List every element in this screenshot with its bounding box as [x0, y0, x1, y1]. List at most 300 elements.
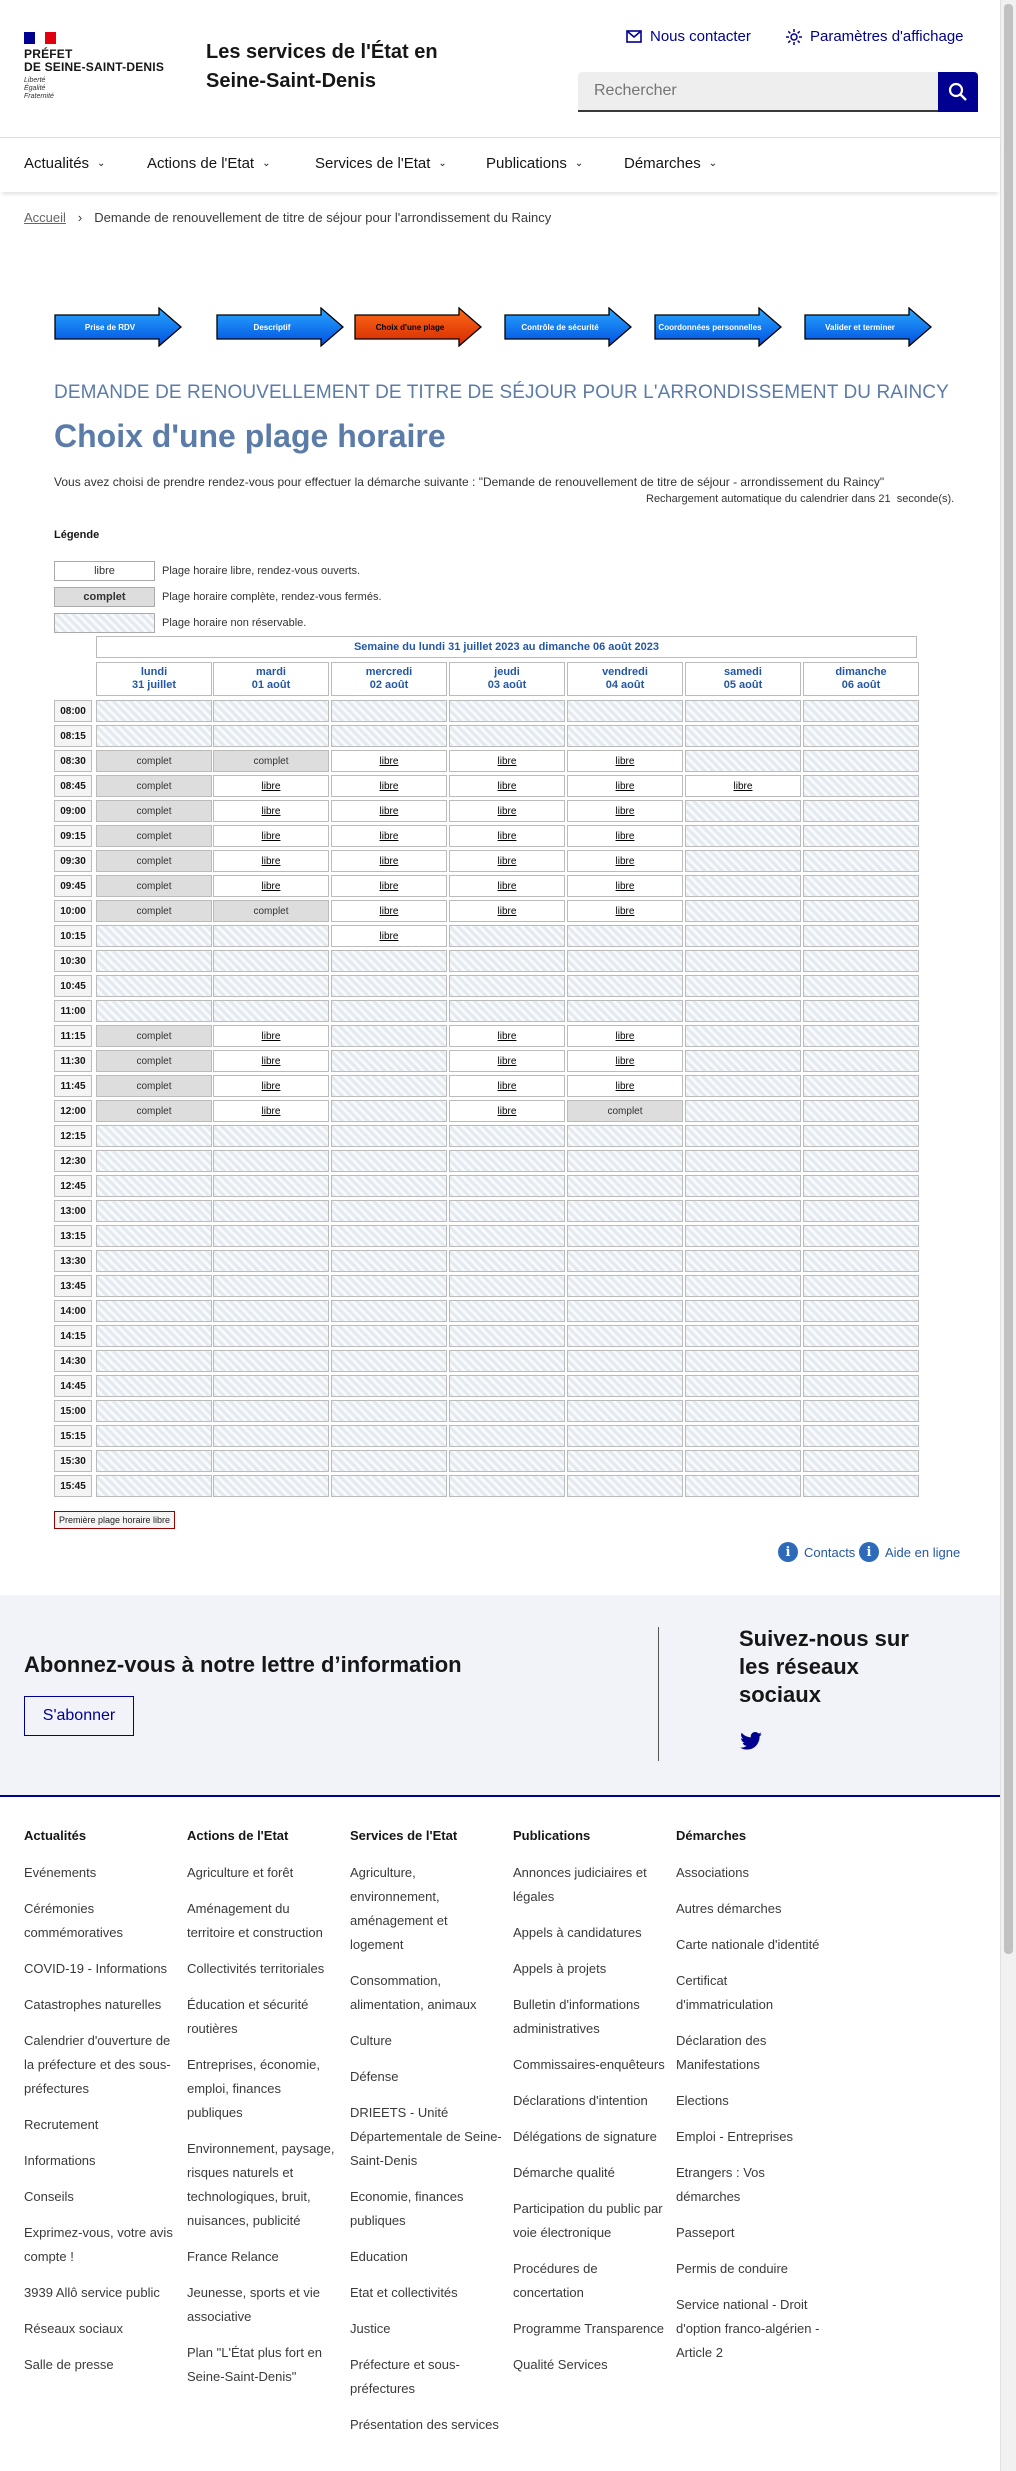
chevron-down-icon: ⌄ — [574, 158, 584, 169]
slot-complet: complet — [96, 1100, 212, 1122]
slot-unavailable — [96, 725, 212, 747]
slot-unavailable — [449, 1125, 565, 1147]
footer-column-title: Actualités — [24, 1828, 87, 1843]
slot-unavailable — [685, 1275, 801, 1297]
slot-unavailable — [449, 1450, 565, 1472]
display-settings-label: Paramètres d'affichage — [810, 28, 964, 45]
slot-unavailable — [685, 875, 801, 897]
nav-item-services[interactable]: Services de l'Etat ⌄ — [315, 155, 447, 172]
slot-libre[interactable]: libre — [213, 875, 329, 897]
footer-link[interactable]: Conseils — [24, 2189, 74, 2204]
footer-link[interactable]: Jeunesse, sports et vie associative — [187, 2285, 320, 2324]
footer-link[interactable]: Evénements — [24, 1865, 97, 1880]
slot-libre[interactable]: libre — [567, 900, 683, 922]
time-label: 13:30 — [54, 1250, 92, 1272]
logo-line-2: DE SEINE-SAINT-DENIS — [24, 60, 165, 74]
chevron-right-icon: › — [77, 210, 83, 225]
footer-link[interactable]: COVID-19 - Informations — [24, 1961, 168, 1976]
footer-link[interactable]: Annonces judiciaires et légales — [513, 1865, 647, 1904]
footer-link[interactable]: Justice — [350, 2321, 391, 2336]
breadcrumb — [24, 210, 551, 225]
chevron-down-icon: ⌄ — [97, 158, 106, 169]
footer-link[interactable]: France Relance — [187, 2249, 279, 2264]
slot-libre[interactable]: libre — [331, 850, 447, 872]
slot-libre[interactable]: libre — [331, 775, 447, 797]
slot-unavailable — [803, 1025, 919, 1047]
footer-link[interactable]: Economie, finances publiques — [350, 2189, 464, 2228]
footer-link[interactable]: Service national - Droit d'option franco-algérien - Article 2 — [676, 2297, 820, 2360]
footer-column-title: Services de l'Etat — [350, 1828, 458, 1843]
slot-libre[interactable]: libre — [213, 800, 329, 822]
slot-unavailable — [331, 1375, 447, 1397]
slot-unavailable — [331, 1250, 447, 1272]
footer-link[interactable]: Déclaration des Manifestations — [676, 2033, 767, 2072]
site-header — [0, 0, 1000, 137]
footer-link[interactable]: Appels à projets — [513, 1961, 607, 1976]
footer-link[interactable]: Elections — [676, 2093, 729, 2108]
slot-unavailable — [567, 1375, 683, 1397]
slot-unavailable — [96, 1475, 212, 1497]
slot-unavailable — [685, 1100, 801, 1122]
slot-unavailable — [331, 1100, 447, 1122]
slot-unavailable — [803, 1275, 919, 1297]
contacts-link[interactable]: i Contacts — [778, 1542, 855, 1562]
twitter-icon[interactable] — [740, 1732, 762, 1750]
slot-unavailable — [803, 1050, 919, 1072]
newsletter-section — [0, 1595, 1000, 1795]
footer-link[interactable]: Démarche qualité — [513, 2165, 615, 2180]
footer-link[interactable]: Éducation et sécurité routières — [187, 1997, 309, 2036]
slot-unavailable — [803, 1100, 919, 1122]
time-label: 09:45 — [54, 875, 92, 897]
footer-link[interactable]: Appels à candidatures — [513, 1925, 642, 1940]
slot-unavailable — [96, 1350, 212, 1372]
slot-unavailable — [803, 750, 919, 772]
time-label: 11:45 — [54, 1075, 92, 1097]
time-label: 08:00 — [54, 700, 92, 722]
slot-libre[interactable]: libre — [213, 1100, 329, 1122]
footer-column-title: Démarches — [676, 1828, 747, 1843]
site-title[interactable]: Les services de l'État en Seine-Saint-Denis — [206, 41, 438, 92]
slot-unavailable — [685, 1325, 801, 1347]
slot-unavailable — [803, 850, 919, 872]
slot-unavailable — [213, 1325, 329, 1347]
slot-unavailable — [803, 825, 919, 847]
chevron-down-icon: ⌄ — [438, 158, 447, 169]
info-icon: i — [778, 1542, 798, 1562]
slot-libre[interactable]: libre — [213, 775, 329, 797]
step-6 — [804, 307, 932, 347]
logo-line-1: PRÉFET — [24, 47, 73, 61]
time-label: 15:15 — [54, 1425, 92, 1447]
slot-unavailable — [803, 975, 919, 997]
nav-item-actualites[interactable]: Actualités ⌄ — [24, 155, 106, 172]
time-label: 13:45 — [54, 1275, 92, 1297]
footer-link[interactable]: Cérémonies commémoratives — [24, 1901, 123, 1940]
legend-unavailable: Plage horaire non réservable. — [54, 613, 306, 633]
slot-unavailable — [685, 1375, 801, 1397]
step-label: Descriptif — [253, 322, 291, 332]
footer-link[interactable]: DRIEETS - Unité Départementale de Seine-Saint-Denis — [350, 2105, 502, 2168]
footer-link[interactable]: Délégations de signature — [513, 2129, 657, 2144]
footer-link[interactable]: Consommation, alimentation, animaux — [350, 1973, 477, 2012]
slot-libre[interactable]: libre — [213, 1075, 329, 1097]
slot-complet: complet — [96, 1025, 212, 1047]
time-label: 13:00 — [54, 1200, 92, 1222]
time-label: 11:00 — [54, 1000, 92, 1022]
slot-libre[interactable]: libre — [685, 775, 801, 797]
time-label: 09:15 — [54, 825, 92, 847]
footer-link[interactable]: Informations — [24, 2153, 96, 2168]
footer-link[interactable]: Calendrier d'ouverture de la préfecture et des sous-préfectures — [24, 2033, 171, 2096]
day-header-dimanche: dimanche 06 août — [803, 662, 919, 696]
slot-libre[interactable]: libre — [449, 1025, 565, 1047]
footer-link[interactable]: 3939 Allô service public — [24, 2285, 160, 2300]
slot-complet: complet — [96, 1050, 212, 1072]
slot-unavailable — [96, 975, 212, 997]
chevron-down-icon: ⌄ — [262, 158, 271, 169]
slot-unavailable — [803, 775, 919, 797]
time-label: 09:00 — [54, 800, 92, 822]
day-header-vendredi: vendredi 04 août — [567, 662, 683, 696]
display-settings-link[interactable] — [786, 28, 964, 45]
slot-unavailable — [567, 1125, 683, 1147]
day-header-samedi: samedi 05 août — [685, 662, 801, 696]
time-label: 14:45 — [54, 1375, 92, 1397]
chevron-down-icon: ⌄ — [708, 158, 718, 169]
slot-unavailable — [449, 1475, 565, 1497]
slot-unavailable — [803, 925, 919, 947]
footer-link[interactable]: Procédures de concertation — [513, 2261, 598, 2300]
footer-column — [24, 1828, 176, 2389]
step-1 — [54, 307, 182, 347]
slot-unavailable — [685, 850, 801, 872]
slot-unavailable — [803, 1250, 919, 1272]
slot-libre[interactable]: libre — [449, 800, 565, 822]
footer-link[interactable]: Carte nationale d'identité — [676, 1937, 820, 1952]
footer-link[interactable]: Etat et collectivités — [350, 2285, 458, 2300]
search-icon — [948, 82, 968, 102]
republic-motto: Liberté Égalité Fraternité — [24, 77, 54, 100]
step-label: Coordonnées personnelles — [658, 322, 762, 332]
footer-link[interactable]: Commissaires-enquêteurs — [513, 2057, 665, 2072]
slot-unavailable — [567, 1250, 683, 1272]
slot-unavailable — [449, 700, 565, 722]
time-label: 12:15 — [54, 1125, 92, 1147]
slot-unavailable — [449, 1375, 565, 1397]
slot-libre[interactable]: libre — [567, 1025, 683, 1047]
slot-unavailable — [213, 1000, 329, 1022]
slot-unavailable — [803, 875, 919, 897]
demarche-title: DEMANDE DE RENOUVELLEMENT DE TITRE DE SÉJOUR POUR L'ARRONDISSEMENT DU RAINCY — [54, 382, 949, 403]
slot-unavailable — [96, 1175, 212, 1197]
slot-unavailable — [685, 1400, 801, 1422]
page-title: Choix d'une plage horaire — [54, 418, 446, 454]
slot-libre[interactable]: libre — [213, 850, 329, 872]
legend-complet: complet Plage horaire complète, rendez-vous fermés. — [54, 587, 382, 607]
step-4 — [504, 307, 632, 347]
day-header-mardi: mardi 01 août — [213, 662, 329, 696]
slot-libre[interactable]: libre — [331, 825, 447, 847]
slot-unavailable — [449, 1350, 565, 1372]
time-label: 11:30 — [54, 1050, 92, 1072]
slot-libre[interactable]: libre — [567, 775, 683, 797]
slot-libre[interactable]: libre — [567, 850, 683, 872]
slot-libre[interactable]: libre — [213, 1050, 329, 1072]
slot-libre[interactable]: libre — [331, 875, 447, 897]
footer-link[interactable]: Participation du public par voie électronique — [513, 2201, 663, 2240]
footer-link[interactable]: Programme Transparence — [513, 2321, 665, 2336]
slot-complet: complet — [96, 800, 212, 822]
slot-unavailable — [331, 1150, 447, 1172]
slot-unavailable — [213, 950, 329, 972]
slot-libre[interactable]: libre — [449, 1100, 565, 1122]
slot-unavailable — [803, 1350, 919, 1372]
slot-unavailable — [803, 1475, 919, 1497]
day-header-mercredi: mercredi 02 août — [331, 662, 447, 696]
time-label: 15:30 — [54, 1450, 92, 1472]
slot-unavailable — [685, 1350, 801, 1372]
time-label: 11:15 — [54, 1025, 92, 1047]
slot-unavailable — [685, 1425, 801, 1447]
slot-unavailable — [331, 1325, 447, 1347]
footer-column — [350, 1828, 502, 2449]
breadcrumb-home[interactable]: Accueil — [24, 210, 66, 225]
scrollbar-thumb[interactable] — [1004, 4, 1013, 1954]
slot-libre[interactable]: libre — [449, 750, 565, 772]
time-label: 14:00 — [54, 1300, 92, 1322]
footer-link[interactable]: Bulletin d'informations administratives — [513, 1997, 640, 2036]
slot-libre[interactable]: libre — [449, 900, 565, 922]
slot-libre[interactable]: libre — [331, 925, 447, 947]
slot-complet: complet — [96, 875, 212, 897]
footer-link[interactable]: Passeport — [676, 2225, 735, 2240]
footer-link[interactable]: Préfecture et sous-préfectures — [350, 2357, 460, 2396]
slot-unavailable — [96, 1125, 212, 1147]
slot-libre[interactable]: libre — [567, 1075, 683, 1097]
progress-steps — [54, 307, 934, 347]
time-label: 10:15 — [54, 925, 92, 947]
step-label: Valider et terminer — [825, 322, 895, 332]
slot-libre[interactable]: libre — [449, 825, 565, 847]
footer-link[interactable]: Déclarations d'intention — [513, 2093, 648, 2108]
slot-unavailable — [96, 1150, 212, 1172]
slot-unavailable — [449, 1300, 565, 1322]
slot-complet: complet — [567, 1100, 683, 1122]
slot-libre[interactable]: libre — [567, 825, 683, 847]
slot-libre[interactable]: libre — [567, 800, 683, 822]
time-label: 09:30 — [54, 850, 92, 872]
slot-complet: complet — [96, 825, 212, 847]
slot-unavailable — [567, 1150, 683, 1172]
slot-libre[interactable]: libre — [213, 1025, 329, 1047]
slot-unavailable — [685, 725, 801, 747]
slot-unavailable — [331, 1300, 447, 1322]
footer-link[interactable]: Autres démarches — [676, 1901, 782, 1916]
slot-unavailable — [449, 1275, 565, 1297]
slot-unavailable — [213, 1475, 329, 1497]
time-label: 12:45 — [54, 1175, 92, 1197]
footer-link[interactable]: Qualité Services — [513, 2357, 608, 2372]
slot-unavailable — [803, 700, 919, 722]
slot-unavailable — [96, 925, 212, 947]
slot-unavailable — [567, 1200, 683, 1222]
slot-unavailable — [567, 1325, 683, 1347]
slot-unavailable — [803, 900, 919, 922]
slot-libre[interactable]: libre — [213, 825, 329, 847]
slot-libre[interactable]: libre — [449, 1050, 565, 1072]
footer-link[interactable]: Salle de presse — [24, 2357, 114, 2372]
footer-link[interactable]: Collectivités territoriales — [187, 1961, 325, 1976]
slot-libre[interactable]: libre — [331, 900, 447, 922]
slot-unavailable — [331, 1200, 447, 1222]
slot-unavailable — [567, 975, 683, 997]
subscribe-button[interactable]: S'abonner — [24, 1696, 134, 1736]
footer-column — [676, 1828, 828, 2377]
slot-unavailable — [685, 1050, 801, 1072]
slot-unavailable — [331, 1050, 447, 1072]
slot-unavailable — [567, 950, 683, 972]
slot-libre[interactable]: libre — [331, 750, 447, 772]
footer-link[interactable]: Réseaux sociaux — [24, 2321, 123, 2336]
slot-unavailable — [567, 1275, 683, 1297]
slot-libre[interactable]: libre — [567, 875, 683, 897]
envelope-icon — [626, 30, 642, 43]
slot-unavailable — [685, 1150, 801, 1172]
breadcrumb-current: Demande de renouvellement de titre de séjour pour l'arrondissement du Raincy — [94, 210, 552, 225]
social-title: Suivez-nous sur les réseaux sociaux — [739, 1626, 909, 1707]
sun-icon — [786, 29, 802, 45]
search-bar — [578, 72, 978, 112]
search-input[interactable] — [578, 72, 938, 112]
slot-unavailable — [331, 700, 447, 722]
reload-notice: Rechargement automatique du calendrier dans 21 seconde(s). — [646, 493, 955, 505]
slot-unavailable — [96, 1200, 212, 1222]
page-scrollbar[interactable] — [1000, 0, 1016, 2471]
footer-link[interactable]: Recrutement — [24, 2117, 99, 2132]
footer-link[interactable]: Education — [350, 2249, 408, 2264]
footer-link[interactable]: Etrangers : Vos démarches — [676, 2165, 765, 2204]
legend-libre: libre Plage horaire libre, rendez-vous ouverts. — [54, 561, 360, 581]
slot-unavailable — [685, 975, 801, 997]
slot-unavailable — [449, 975, 565, 997]
slot-unavailable — [213, 1175, 329, 1197]
footer-link[interactable]: Présentation des services — [350, 2417, 499, 2432]
slot-unavailable — [567, 1000, 683, 1022]
day-header-jeudi: jeudi 03 août — [449, 662, 565, 696]
time-label: 10:00 — [54, 900, 92, 922]
footer-link[interactable]: Plan "L'État plus fort en Seine-Saint-Denis" — [187, 2345, 323, 2384]
slot-libre[interactable]: libre — [449, 875, 565, 897]
slot-unavailable — [567, 700, 683, 722]
slot-unavailable — [567, 1475, 683, 1497]
slot-unavailable — [96, 1375, 212, 1397]
footer-link[interactable]: Certificat d'immatriculation — [676, 1973, 774, 2012]
footer-link[interactable]: Associations — [676, 1865, 749, 1880]
slot-unavailable — [213, 1275, 329, 1297]
first-free-slot-button[interactable]: Première plage horaire libre — [54, 1511, 175, 1529]
slot-unavailable — [213, 975, 329, 997]
slot-unavailable — [449, 1425, 565, 1447]
footer-column-title: Publications — [513, 1828, 591, 1843]
slot-complet: complet — [96, 1075, 212, 1097]
footer-link[interactable]: Agriculture et forêt — [187, 1865, 294, 1880]
slot-unavailable — [331, 1175, 447, 1197]
slot-unavailable — [213, 1350, 329, 1372]
slot-unavailable — [803, 1200, 919, 1222]
legend-title: Légende — [54, 529, 100, 541]
slot-libre[interactable]: libre — [567, 1050, 683, 1072]
slot-unavailable — [685, 825, 801, 847]
slot-unavailable — [96, 700, 212, 722]
footer-link[interactable]: Exprimez-vous, votre avis compte ! — [24, 2225, 173, 2264]
footer-column — [513, 1828, 665, 2389]
slot-unavailable — [685, 1250, 801, 1272]
slot-unavailable — [685, 900, 801, 922]
slot-unavailable — [449, 950, 565, 972]
nav-item-actions[interactable]: Actions de l'Etat ⌄ — [147, 155, 271, 172]
nav-item-publications[interactable]: Publications ⌄ — [486, 155, 584, 172]
slot-unavailable — [96, 1000, 212, 1022]
slot-unavailable — [685, 950, 801, 972]
slot-unavailable — [331, 975, 447, 997]
search-button[interactable] — [938, 72, 978, 112]
slot-unavailable — [331, 1225, 447, 1247]
footer-link[interactable]: Culture — [350, 2033, 392, 2048]
slot-unavailable — [685, 1225, 801, 1247]
slot-unavailable — [803, 800, 919, 822]
slot-complet: complet — [96, 850, 212, 872]
prefet-logo[interactable] — [24, 32, 164, 101]
contact-link[interactable] — [626, 28, 751, 45]
week-header: Semaine du lundi 31 juillet 2023 au dimanche 06 août 2023 — [96, 636, 917, 658]
slot-libre[interactable]: libre — [449, 1075, 565, 1097]
slot-unavailable — [331, 1125, 447, 1147]
contact-label: Nous contacter — [650, 28, 751, 45]
slot-unavailable — [449, 1200, 565, 1222]
footer-link[interactable]: Défense — [350, 2069, 399, 2084]
slot-unavailable — [449, 725, 565, 747]
footer-link[interactable]: Agriculture, environnement, aménagement et logement — [350, 1865, 448, 1952]
slot-unavailable — [449, 1400, 565, 1422]
footer-link[interactable]: Entreprises, économie, emploi, finances publiques — [187, 2057, 320, 2120]
slot-libre[interactable]: libre — [449, 850, 565, 872]
slot-unavailable — [331, 1350, 447, 1372]
slot-complet: complet — [213, 750, 329, 772]
footer-link[interactable]: Emploi - Entreprises — [676, 2129, 794, 2144]
slot-libre[interactable]: libre — [567, 750, 683, 772]
online-help-link[interactable]: i Aide en ligne — [859, 1542, 960, 1562]
slot-unavailable — [213, 1250, 329, 1272]
footer-link[interactable]: Catastrophes naturelles — [24, 1997, 162, 2012]
footer-link[interactable]: Environnement, paysage, risques naturels et technologiques, bruit, nuisances, publicité — [187, 2141, 335, 2228]
slot-libre[interactable]: libre — [331, 800, 447, 822]
slot-unavailable — [567, 1300, 683, 1322]
slot-unavailable — [213, 1125, 329, 1147]
slot-libre[interactable]: libre — [449, 775, 565, 797]
footer-link[interactable]: Aménagement du territoire et construction — [187, 1901, 323, 1940]
nav-item-demarches[interactable]: Démarches ⌄ — [624, 155, 718, 172]
french-flag-icon — [24, 32, 56, 44]
slot-unavailable — [331, 1475, 447, 1497]
slot-unavailable — [803, 950, 919, 972]
slot-unavailable — [803, 1375, 919, 1397]
slot-unavailable — [213, 1375, 329, 1397]
slot-unavailable — [685, 1450, 801, 1472]
slot-unavailable — [449, 925, 565, 947]
slot-unavailable — [803, 1300, 919, 1322]
footer-link[interactable]: Permis de conduire — [676, 2261, 788, 2276]
